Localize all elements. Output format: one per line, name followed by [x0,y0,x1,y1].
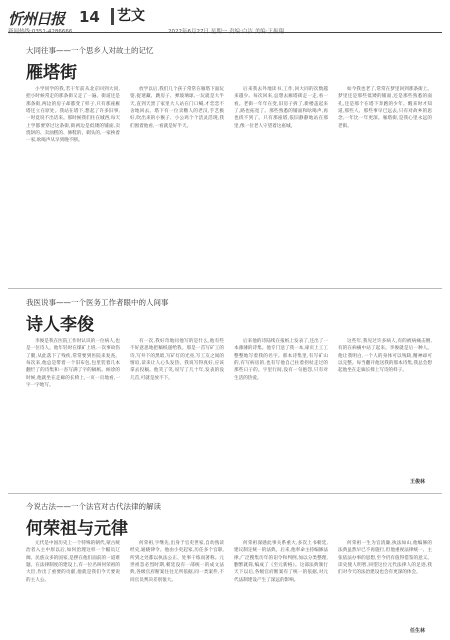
article-1-kicker: 大同往事——一个思乡人对故土的记忆 [26,46,154,55]
article-2-paragraph: 有一次,我好奇地问他写的是什么,他有些不好意思地把稿纸递给我。那是一首写矿工的诗,写井下的黑暗,写矿灯的光亮,写工友之间的情谊,读来让人心头发热。我说写得真好,应该拿去投稿。他笑了笑,说写了几十年,发表的没几首,可就是放不下。 [130,339,224,381]
article-1-column [338,86,432,262]
article-1-paragraph: 如今我也老了,常常在梦里回到那条街上。梦里还是那些低矮的铺面,还是那些熟悉的面孔,还是那个在塔下奔跑的少年。醒来时才知道,那些人、那些事早已远去,只有对故乡的思念,一年比一年更深。雁塔街,是我心里永远的老街。 [338,87,432,129]
newspaper-logo: 忻州日报 [8,10,65,28]
article-3-body [26,540,432,630]
masthead [8,8,442,35]
article-2-paragraph: 李俊是我在医院工作时认识的一位病人,也是一位诗人。他年轻时在煤矿上班,一次事故伤了腿,从此落下了残疾,常常要到医院来复查。每次来,他总是带着一个旧布包,包里装着几本翻烂了的诗集和一沓写满了字的稿纸。候诊的时候,他就坐在走廊的长椅上,一页一页地看,一字一字地写。 [26,339,120,389]
article-3-paragraph: 何荣祖深感此事关系重大,多次上书朝廷,建议制定统一的法典。后来,他奉命主持编修法律,广泛搜集历年的诏令和判例,加以分类整理,删繁就简,编成了《至元新格》。这部法典颁行天下以后,各级官府断案有了统一的依据,对元代法制建设产生了深远的影响。 [234,541,328,583]
article-3-column [130,540,224,630]
article-1-column [26,86,120,262]
article-1-paragraph: 放学以后,我们几个孩子常常在雁塔下面玩耍,捉迷藏、跳房子、弹玻璃球,一玩就是大半天,直到天黑了家里大人站在门口喊,才恋恋不舍地回去。塔下有一位卖糖人的老汉,手艺极好,吹出来的小猴子、小公鸡个个活灵活现,我们围着他看,一看就是好半天。 [130,87,224,129]
article-2-body [26,338,432,490]
article-2-paragraph: 后来他的诗陆续在报纸上发表了,还出了一本薄薄的诗集。他专门送了我一本,扉页上工工整整地写着我的名字。那本诗集里,有写矿山的,有写病房的,也有写他自己拄着拐杖走过的那些日子的。字里行间,没有一句抱怨,只有对生活的热爱。 [234,339,328,381]
article-2-kicker: 我医说事——一个医务工作者眼中的人间事 [26,298,169,307]
article-2-column [26,338,120,490]
article-3-author: 任生林 [410,628,426,634]
article-divider [8,288,442,289]
article-2-column [234,338,328,490]
article-divider [8,493,442,494]
article-3-column [234,540,328,630]
article-2-column [130,338,224,490]
article-1-headline: 雁塔街 [26,63,77,83]
article-1-column [234,86,328,262]
masthead-divider [8,32,442,33]
page-number: 14 [79,8,100,26]
article-3-paragraph: 何荣祖一生为官清廉,执法如山,他编修的法典虽然早已不再施行,但他重视法律统一、主张依法办事的思想,至今仍有值得借鉴的意义。读史使人明智,回望这位元代法律人的足迹,我们对今天的法治建设也会有更深的体会。 [338,541,432,576]
article-3-column [26,540,120,630]
article-3-kicker: 今说古法——一个法官对古代法律的解读 [26,502,161,511]
article-3-paragraph: 何荣祖,字继先,出身于官吏世家,自幼熟读经史,通晓律令。他由小吏起家,历任多个官职,所到之处都以执法公正、处事干练而著称。元世祖忽必烈时期,朝廷没有一部统一的成文法典,各级官府断案往往无所依据,同一类案件,不同官员判决差别很大。 [130,541,224,583]
article-2-paragraph: 这些年,我见过许多病人,有的被病痛击倒,有的在病痛中站了起来。李俊就是后一种人。他让我明白,一个人的身体可以残缺,精神却可以完整。每当翻开他送我的那本诗集,我总会想起他坐在走廊长椅上写诗的样子。 [338,339,432,374]
news-hotline: 新闻热线:0351-4286666 [8,29,73,35]
article-1-paragraph: 后来我去外地读书,工作,回大同的次数越来越少。每次回来,总想去雁塔街走一走,看一看。老街一年年在变,旧房子拆了,新楼盖起来了,路也拓宽了。那些熟悉的铺面和吆喝声,再也找不到了。只有那座塔,依旧静静地站在那里,像一位老人守望着这座城。 [234,87,328,129]
article-1-paragraph: 小学同学的我,若干年前从北京回到大同,把小时候常走的那条街又走了一遍。街道还是那条街,两边的房子却都变了样子,只有那座雁塔还立在原处。我站在塔下,想起了许多旧事,一时竟说不出话来。那时候我们住在城西,每天上学都要穿过这条街,街两边是低矮的铺面,卖烧饼的、卖油糕的、修鞋的、剃头的,一家挨着一家,吆喝声从早到晚不断。 [26,87,120,144]
article-2-column [338,338,432,490]
article-1-body [26,86,432,262]
article-1-column [130,86,224,262]
date-editor-line: 2022年6月27日 星期一 责编:白洁 美编:王振翔 [168,29,284,35]
section-title: 艺文 [111,8,177,25]
article-2-headline: 诗人李俊 [26,315,94,335]
article-3-headline: 何荣祖与元律 [26,519,128,539]
article-2-author: 王俊林 [410,479,426,485]
article-3-paragraph: 元代是中国历史上一个特殊的朝代,蒙古统治者入主中原以后,如何治理这样一个幅员辽阔、民族众多的国家,是摆在他们面前的一道难题。在法律制度的建设上,有一位名叫何荣祖的大臣,作出了重要的贡献,他就是我们今天要说的主人公。 [26,541,120,583]
article-3-column [338,540,432,630]
